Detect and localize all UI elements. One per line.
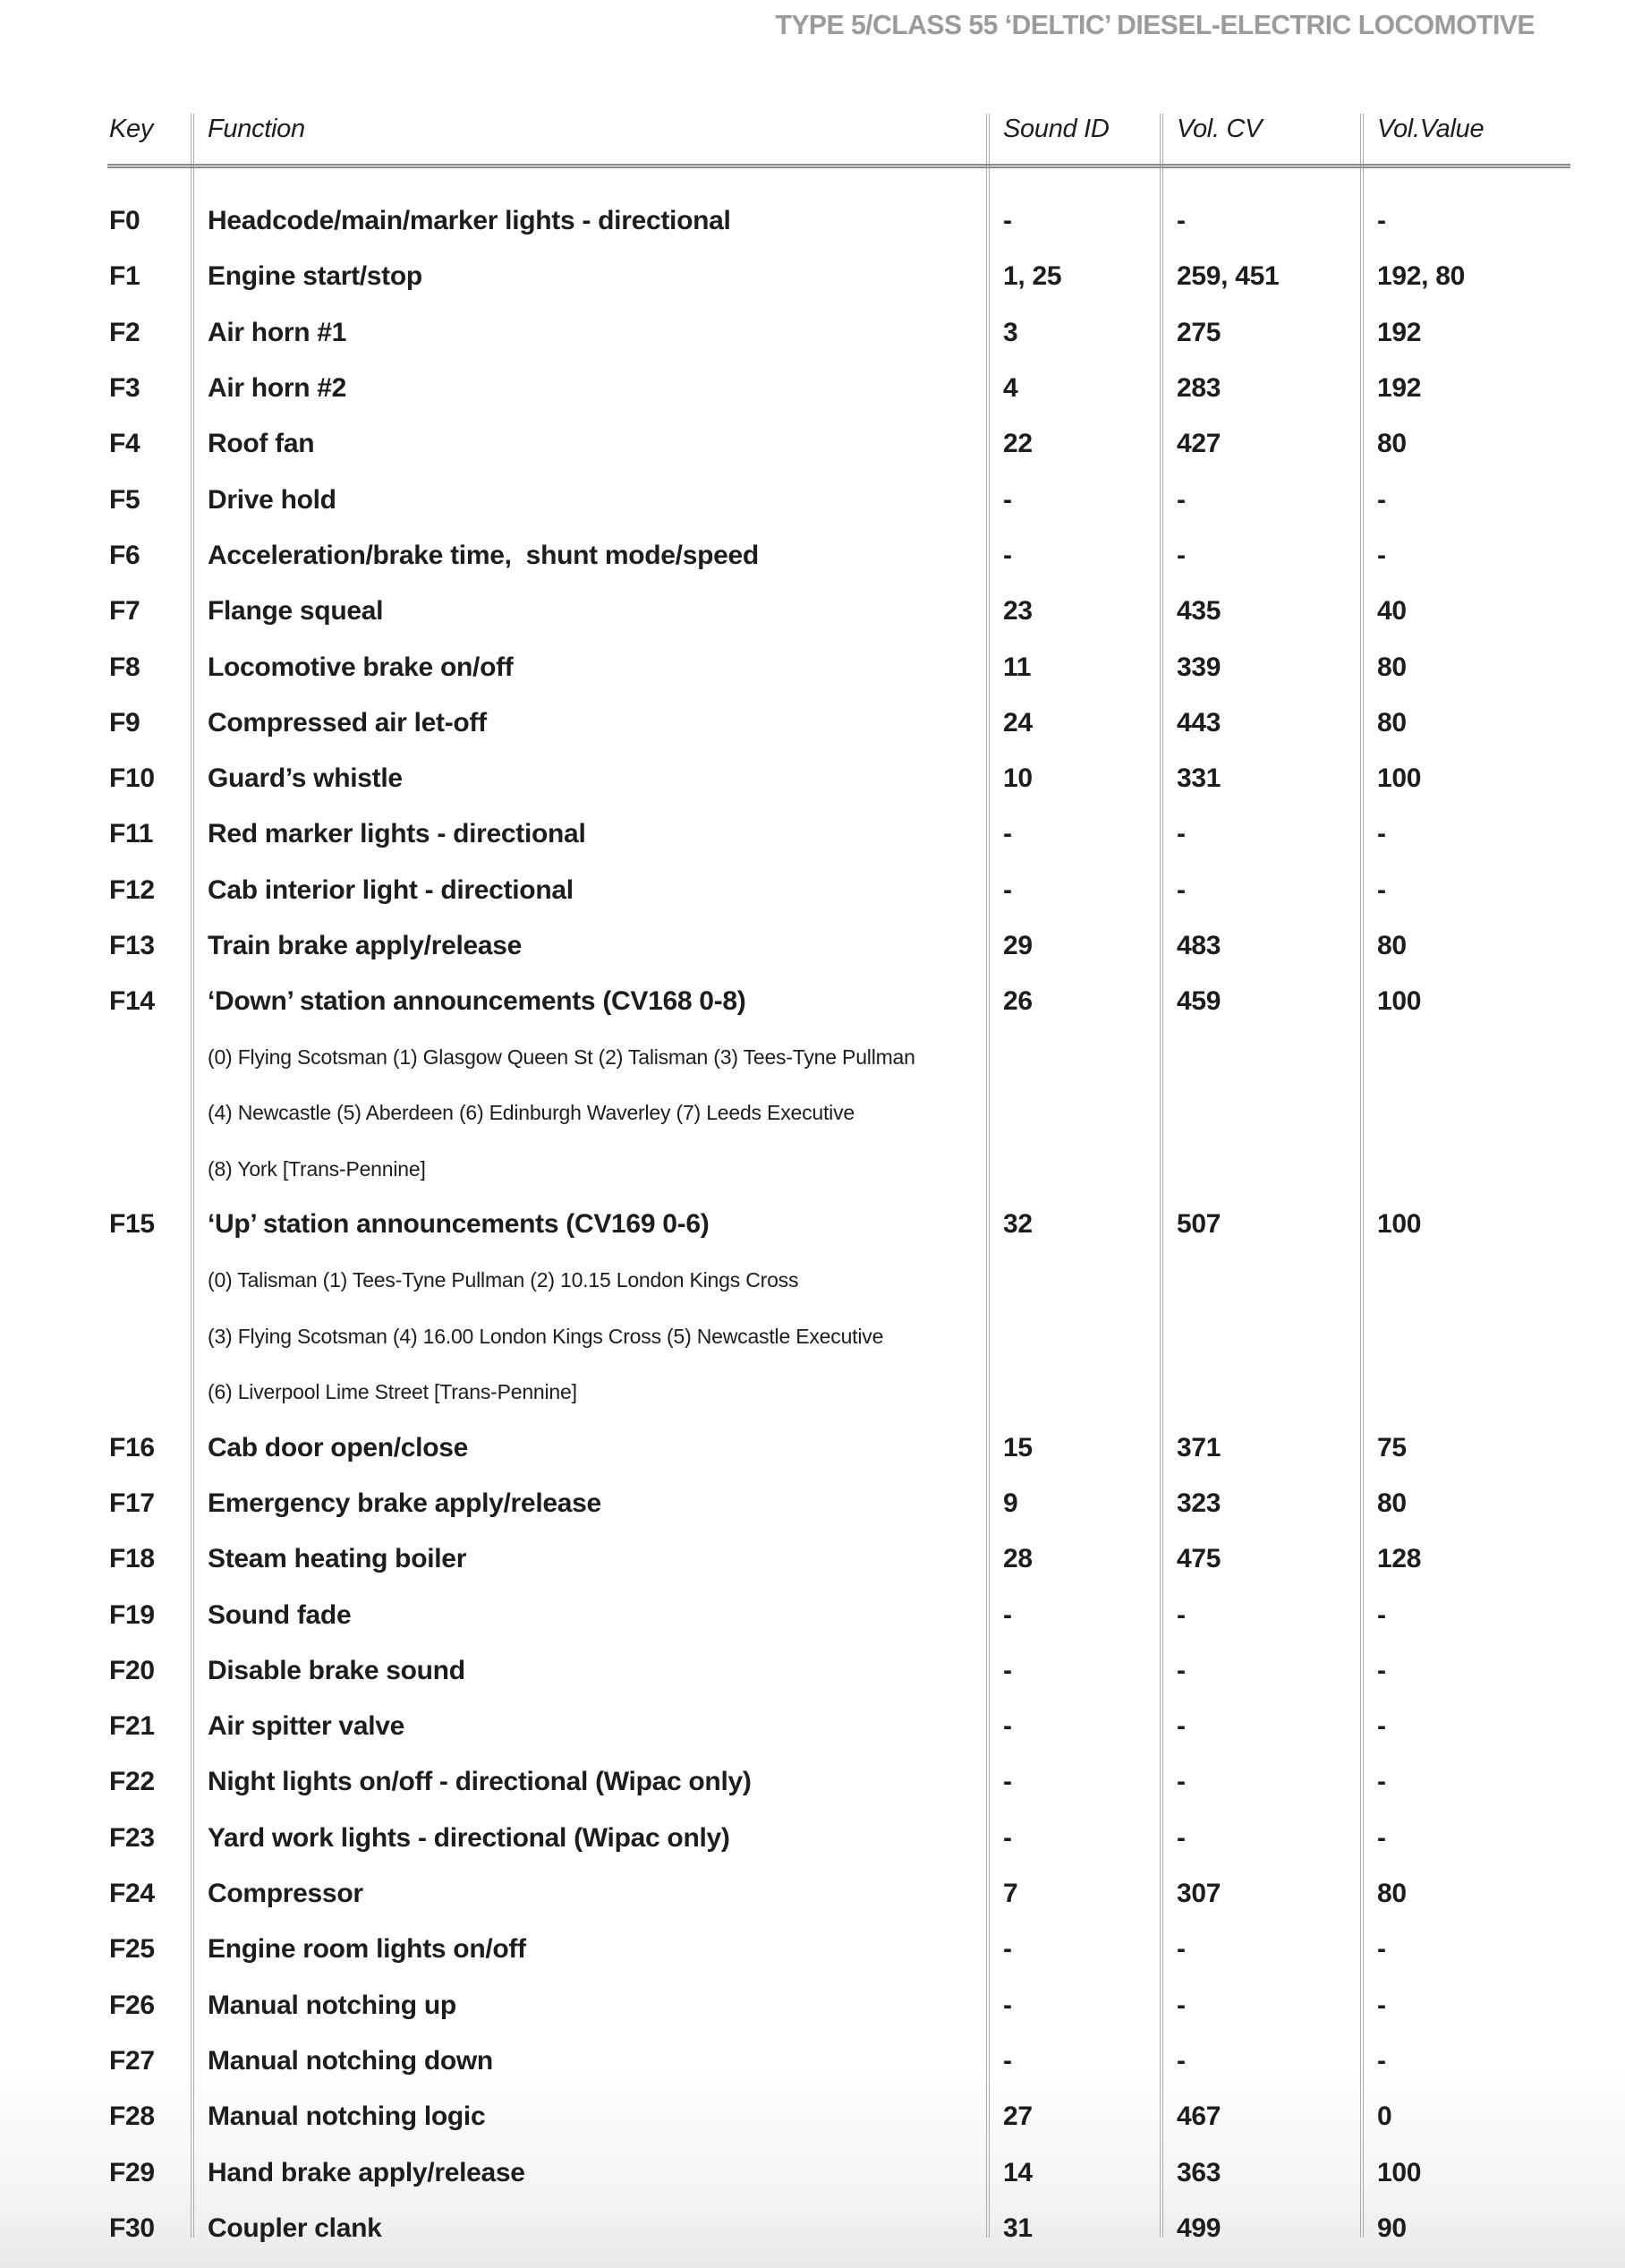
note-line: (4) Newcastle (5) Aberdeen (6) Edinburgh Waverley (7) Leeds Executive (208, 1101, 855, 1125)
vol-value-cell: - (1377, 1655, 1386, 1685)
sound-id-cell: - (1003, 540, 1012, 570)
sound-id-cell: - (1003, 1711, 1012, 1742)
vol-value-cell: 80 (1377, 1879, 1407, 1909)
table-row (107, 863, 1570, 918)
vol-value-cell: 80 (1377, 1488, 1407, 1518)
function-cell: Compressor (208, 1879, 363, 1909)
function-cell: Red marker lights - directional (208, 819, 586, 849)
table-row (107, 528, 1570, 584)
vol-value-cell: 100 (1377, 1209, 1422, 1240)
column-header-function: Function (208, 115, 305, 143)
vol-value-cell: 80 (1377, 429, 1407, 459)
vol-cv-cell: - (1177, 2045, 1186, 2076)
table-row (107, 806, 1570, 862)
note-line: (0) Flying Scotsman (1) Glasgow Queen St (2) Talisman (3) Tees-Tyne Pullman (208, 1045, 915, 1070)
vol-cv-cell: 435 (1177, 596, 1221, 627)
sound-id-cell: 7 (1003, 1879, 1018, 1909)
vol-cv-cell: 331 (1177, 763, 1221, 794)
sound-id-cell: - (1003, 1767, 1012, 1797)
function-cell: Steam heating boiler (208, 1544, 467, 1574)
sound-id-cell: 1, 25 (1003, 261, 1062, 292)
key-cell: F5 (109, 484, 140, 515)
function-cell: Acceleration/brake time, shunt mode/speed (208, 540, 759, 570)
function-cell: Engine room lights on/off (208, 1934, 526, 1965)
table-row (107, 1978, 1570, 2034)
table-row (107, 974, 1570, 1029)
table-row (107, 193, 1570, 249)
vol-value-cell: 128 (1377, 1544, 1422, 1574)
function-cell: Guard’s whistle (208, 763, 403, 794)
function-cell: Air horn #1 (208, 317, 347, 347)
vol-cv-cell: - (1177, 1990, 1186, 2020)
key-cell: F0 (109, 206, 140, 236)
key-cell: F14 (109, 986, 155, 1017)
sound-id-cell: - (1003, 1655, 1012, 1685)
vol-cv-cell: 275 (1177, 317, 1221, 347)
key-cell: F30 (109, 2213, 155, 2243)
vol-cv-cell: 363 (1177, 2157, 1221, 2187)
table-note-row (107, 1086, 1570, 1141)
key-cell: F1 (109, 261, 140, 292)
sound-id-cell: 26 (1003, 986, 1033, 1017)
sound-id-cell: - (1003, 1599, 1012, 1630)
table-note-row (107, 1253, 1570, 1309)
table-row (107, 584, 1570, 639)
vol-value-cell: - (1377, 1711, 1386, 1742)
table-row (107, 1754, 1570, 1810)
key-cell: F10 (109, 763, 155, 794)
table-row (107, 1866, 1570, 1922)
function-cell: Roof fan (208, 429, 315, 459)
vol-value-cell: 90 (1377, 2213, 1407, 2243)
note-line: (3) Flying Scotsman (4) 16.00 London Kings Cross (5) Newcastle Executive (208, 1324, 884, 1348)
function-cell: Drive hold (208, 484, 336, 515)
vol-value-cell: 192, 80 (1377, 261, 1465, 292)
key-cell: F16 (109, 1432, 155, 1462)
table-row (107, 472, 1570, 527)
table-row (107, 416, 1570, 472)
table-row (107, 1643, 1570, 1699)
function-cell: Disable brake sound (208, 1655, 465, 1685)
vol-cv-cell: 507 (1177, 1209, 1221, 1240)
vol-cv-cell: 467 (1177, 2102, 1221, 2132)
vol-value-cell: - (1377, 1822, 1386, 1853)
vol-cv-cell: - (1177, 1822, 1186, 1853)
vol-cv-cell: - (1177, 1599, 1186, 1630)
vol-cv-cell: - (1177, 206, 1186, 236)
sound-id-cell: - (1003, 1822, 1012, 1853)
sound-id-cell: - (1003, 1990, 1012, 2020)
table-row (107, 305, 1570, 361)
function-cell: Coupler clank (208, 2213, 382, 2243)
function-cell: Flange squeal (208, 596, 384, 627)
table-row (107, 2144, 1570, 2200)
vol-value-cell: 80 (1377, 652, 1407, 682)
sound-id-cell: 11 (1003, 652, 1032, 682)
function-cell: Night lights on/off - directional (Wipac only) (208, 1767, 752, 1797)
function-cell: Headcode/main/marker lights - directional (208, 206, 731, 236)
vol-cv-cell: - (1177, 874, 1186, 905)
key-cell: F26 (109, 1990, 155, 2020)
column-header-vol-value: Vol.Value (1377, 115, 1485, 143)
function-cell: Manual notching up (208, 1990, 456, 2020)
vol-cv-cell: - (1177, 1934, 1186, 1965)
key-cell: F19 (109, 1599, 155, 1630)
key-cell: F7 (109, 596, 140, 627)
key-cell: F3 (109, 373, 140, 404)
vol-value-cell: 100 (1377, 986, 1422, 1017)
sound-id-cell: - (1003, 206, 1012, 236)
function-cell: Engine start/stop (208, 261, 422, 292)
function-cell: Hand brake apply/release (208, 2157, 525, 2187)
vol-value-cell: 40 (1377, 596, 1407, 627)
key-cell: F25 (109, 1934, 155, 1965)
note-line: (6) Liverpool Lime Street [Trans-Pennine] (208, 1379, 577, 1403)
key-cell: F22 (109, 1767, 155, 1797)
key-cell: F24 (109, 1879, 155, 1909)
vol-cv-cell: - (1177, 819, 1186, 849)
key-cell: F9 (109, 707, 140, 738)
key-cell: F23 (109, 1822, 155, 1853)
table-note-row (107, 1364, 1570, 1420)
function-cell: Emergency brake apply/release (208, 1488, 601, 1518)
table-row (107, 1811, 1570, 1866)
vol-value-cell: 75 (1377, 1432, 1407, 1462)
table-note-row (107, 1141, 1570, 1197)
function-cell: ‘Up’ station announcements (CV169 0-6) (208, 1209, 710, 1240)
function-cell: Manual notching logic (208, 2102, 486, 2132)
table-row (107, 1922, 1570, 1977)
column-header-key: Key (109, 115, 154, 143)
function-cell: ‘Down’ station announcements (CV168 0-8) (208, 986, 746, 1017)
sound-id-cell: - (1003, 2045, 1012, 2076)
function-cell: Train brake apply/release (208, 931, 523, 960)
note-line: (8) York [Trans-Pennine] (208, 1156, 426, 1181)
column-header-sound-id: Sound ID (1003, 115, 1110, 143)
table-row (107, 695, 1570, 751)
vol-value-cell: - (1377, 819, 1386, 849)
key-cell: F27 (109, 2045, 155, 2076)
table-row (107, 1587, 1570, 1642)
table-row (107, 918, 1570, 974)
vol-value-cell: - (1377, 2045, 1386, 2076)
key-cell: F17 (109, 1488, 155, 1518)
table-row (107, 751, 1570, 806)
function-cell: Yard work lights - directional (Wipac only) (208, 1822, 730, 1853)
vol-cv-cell: - (1177, 484, 1186, 515)
sound-id-cell: - (1003, 819, 1012, 849)
vol-cv-cell: 259, 451 (1177, 261, 1280, 292)
table-row (107, 361, 1570, 416)
vol-value-cell: 192 (1377, 373, 1422, 404)
table-row (107, 639, 1570, 695)
vol-cv-cell: - (1177, 540, 1186, 570)
vol-value-cell: - (1377, 1990, 1386, 2020)
vol-value-cell: - (1377, 484, 1386, 515)
vol-value-cell: - (1377, 874, 1386, 905)
key-cell: F8 (109, 652, 140, 682)
key-cell: F6 (109, 540, 140, 570)
sound-id-cell: 27 (1003, 2102, 1033, 2132)
note-line: (0) Talisman (1) Tees-Tyne Pullman (2) 10.15 London Kings Cross (208, 1268, 799, 1292)
table-row (107, 2034, 1570, 2089)
vol-value-cell: - (1377, 1934, 1386, 1965)
vol-cv-cell: 499 (1177, 2213, 1221, 2243)
vol-cv-cell: 459 (1177, 986, 1221, 1017)
table-row (107, 2089, 1570, 2144)
function-cell: Sound fade (208, 1599, 352, 1630)
vol-cv-cell: 427 (1177, 429, 1221, 459)
page-title: TYPE 5/CLASS 55 ‘DELTIC’ DIESEL-ELECTRIC LOCOMOTIVE (775, 9, 1535, 40)
vol-value-cell: 80 (1377, 931, 1407, 960)
vol-value-cell: - (1377, 540, 1386, 570)
sound-id-cell: 9 (1003, 1488, 1018, 1518)
sound-id-cell: 24 (1003, 707, 1033, 738)
key-cell: F12 (109, 874, 155, 905)
vol-cv-cell: - (1177, 1711, 1186, 1742)
table-row (107, 1476, 1570, 1531)
sound-id-cell: 29 (1003, 931, 1033, 960)
vol-value-cell: 0 (1377, 2102, 1392, 2132)
vol-cv-cell: 443 (1177, 707, 1221, 738)
sound-id-cell: 28 (1003, 1544, 1033, 1574)
table-row (107, 2201, 1570, 2256)
sound-id-cell: 4 (1003, 373, 1018, 404)
function-cell: Locomotive brake on/off (208, 652, 514, 682)
table-body (107, 168, 1570, 2256)
sound-id-cell: - (1003, 874, 1012, 905)
sound-id-cell: - (1003, 1934, 1012, 1965)
vol-cv-cell: 307 (1177, 1879, 1221, 1909)
table-row (107, 1699, 1570, 1754)
vol-cv-cell: 371 (1177, 1432, 1221, 1462)
sound-id-cell: 32 (1003, 1209, 1033, 1240)
table-row (107, 1197, 1570, 1252)
column-header-vol-cv: Vol. CV (1177, 115, 1263, 143)
sound-id-cell: 22 (1003, 429, 1033, 459)
table-row (107, 249, 1570, 304)
table-note-row (107, 1309, 1570, 1364)
sound-id-cell: - (1003, 484, 1012, 515)
sound-id-cell: 14 (1003, 2157, 1033, 2187)
vol-value-cell: 192 (1377, 317, 1422, 347)
vol-cv-cell: 339 (1177, 652, 1221, 682)
vol-value-cell: - (1377, 1599, 1386, 1630)
function-cell: Air horn #2 (208, 373, 347, 404)
table-row (107, 1420, 1570, 1476)
sound-id-cell: 10 (1003, 763, 1033, 794)
function-table (107, 109, 1570, 2256)
vol-value-cell: - (1377, 1767, 1386, 1797)
table-row (107, 1531, 1570, 1587)
sound-id-cell: 15 (1003, 1432, 1033, 1462)
key-cell: F21 (109, 1711, 155, 1742)
sound-id-cell: 23 (1003, 596, 1033, 627)
key-cell: F20 (109, 1655, 155, 1685)
vol-cv-cell: - (1177, 1655, 1186, 1685)
vol-cv-cell: 475 (1177, 1544, 1221, 1574)
key-cell: F28 (109, 2102, 155, 2132)
vol-value-cell: 100 (1377, 763, 1422, 794)
key-cell: F2 (109, 317, 140, 347)
function-cell: Air spitter valve (208, 1711, 405, 1742)
function-cell: Manual notching down (208, 2045, 493, 2076)
vol-value-cell: - (1377, 206, 1386, 236)
vol-value-cell: 100 (1377, 2157, 1422, 2187)
function-cell: Compressed air let-off (208, 707, 487, 738)
key-cell: F18 (109, 1544, 155, 1574)
key-cell: F13 (109, 931, 155, 960)
vol-cv-cell: 483 (1177, 931, 1221, 960)
key-cell: F4 (109, 429, 140, 459)
vol-value-cell: 80 (1377, 707, 1407, 738)
key-cell: F29 (109, 2157, 155, 2187)
function-cell: Cab door open/close (208, 1432, 469, 1462)
table-note-row (107, 1029, 1570, 1085)
function-cell: Cab interior light - directional (208, 874, 574, 905)
table-header-row (107, 109, 1570, 168)
key-cell: F15 (109, 1209, 155, 1240)
vol-cv-cell: 283 (1177, 373, 1221, 404)
key-cell: F11 (109, 819, 154, 849)
sound-id-cell: 31 (1003, 2213, 1033, 2243)
vol-cv-cell: 323 (1177, 1488, 1221, 1518)
vol-cv-cell: - (1177, 1767, 1186, 1797)
sound-id-cell: 3 (1003, 317, 1018, 347)
